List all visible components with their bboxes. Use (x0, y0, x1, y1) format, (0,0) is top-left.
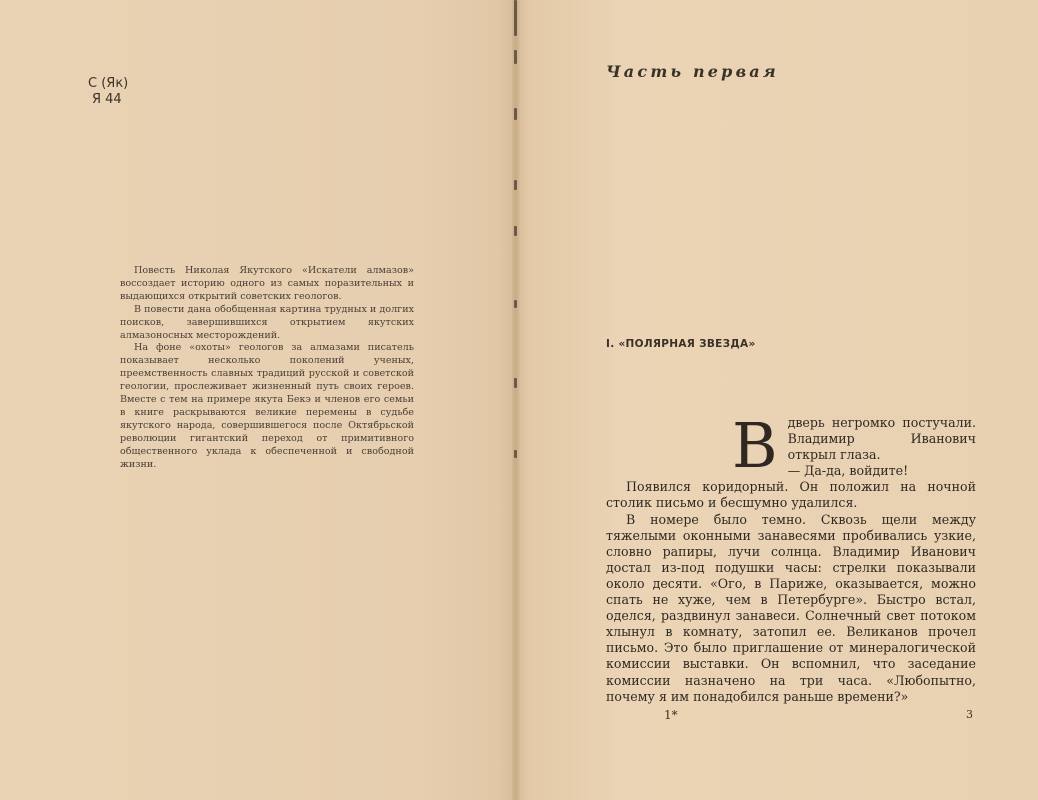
annotation-paragraph: Повесть Николая Якутского «Искатели алмазов» воссоздает историю одного из самых поразительных и выдающихся открытий советских геологов. (120, 265, 414, 302)
chapter-text (606, 409, 976, 705)
binding-thread-mark (514, 108, 517, 120)
binding-thread-mark (514, 50, 517, 64)
book-annotation (120, 265, 414, 472)
book-spine (512, 0, 520, 800)
annotation-paragraph: На фоне «охоты» геологов за алмазами писатель показывает несколько поколений ученых, преемственность славных традиций русской и советской геологии, прослеживает жизненный путь своих героев. Вместе с тем на примере якута Бекэ и членов его семьи в книге раскрываются великие перемены в судьбе якутского народа, совершившегося после Октябрьской революции гигантский переход от примитивного общественного уклада к обеспеченной и свободной жизни. (120, 342, 414, 470)
chapter-title: I. «ПОЛЯРНАЯ ЗВЕЗДА» (606, 338, 756, 350)
left-page (0, 0, 512, 800)
printer-signature: 1* (664, 708, 678, 722)
cipher-line: С (Як) (88, 76, 129, 91)
page-number: 3 (966, 708, 973, 721)
text-paragraph: дверь негромко постучали. Владимир Иванович открыл глаза. (787, 415, 976, 463)
binding-thread-mark (514, 180, 517, 190)
cipher-line: Я 44 (92, 92, 122, 107)
drop-cap: В (732, 409, 778, 482)
binding-thread-mark (514, 0, 517, 36)
text-paragraph: В номере было темно. Сквозь щели между тяжелыми оконными занавесями пробивались узкие, словно рапиры, лучи солнца. Владимир Иванович достал из-под подушки часы: стрелки показывали около десяти. «Ого, в Париже, оказывается, можно спать не хуже, чем в Петербурге». Быстро встал, оделся, раздвинул занавеси. Солнечный свет потоком хлынул в комнату, затопил ее. Великанов прочел письмо. Это было приглашение от минералогической комиссии выставки. Он вспомнил, что заседание комиссии назначено на три часа. «Любопытно, почему я им понадобился раньше времени?» (606, 511, 976, 704)
binding-thread-mark (514, 226, 517, 236)
binding-thread-mark (514, 450, 517, 458)
binding-thread-mark (514, 378, 517, 388)
text-paragraph: Появился коридорный. Он положил на ночной столик письмо и бесшумно удалился. (606, 479, 976, 511)
annotation-paragraph: В повести дана обобщенная картина трудных и долгих поисков, завершившихся открытием якутских алмазоносных месторождений. (120, 303, 414, 341)
binding-thread-mark (514, 300, 517, 308)
library-cipher (88, 76, 128, 108)
text-paragraph: — Да-да, войдите! (787, 463, 909, 479)
part-title: Часть первая (606, 62, 779, 81)
